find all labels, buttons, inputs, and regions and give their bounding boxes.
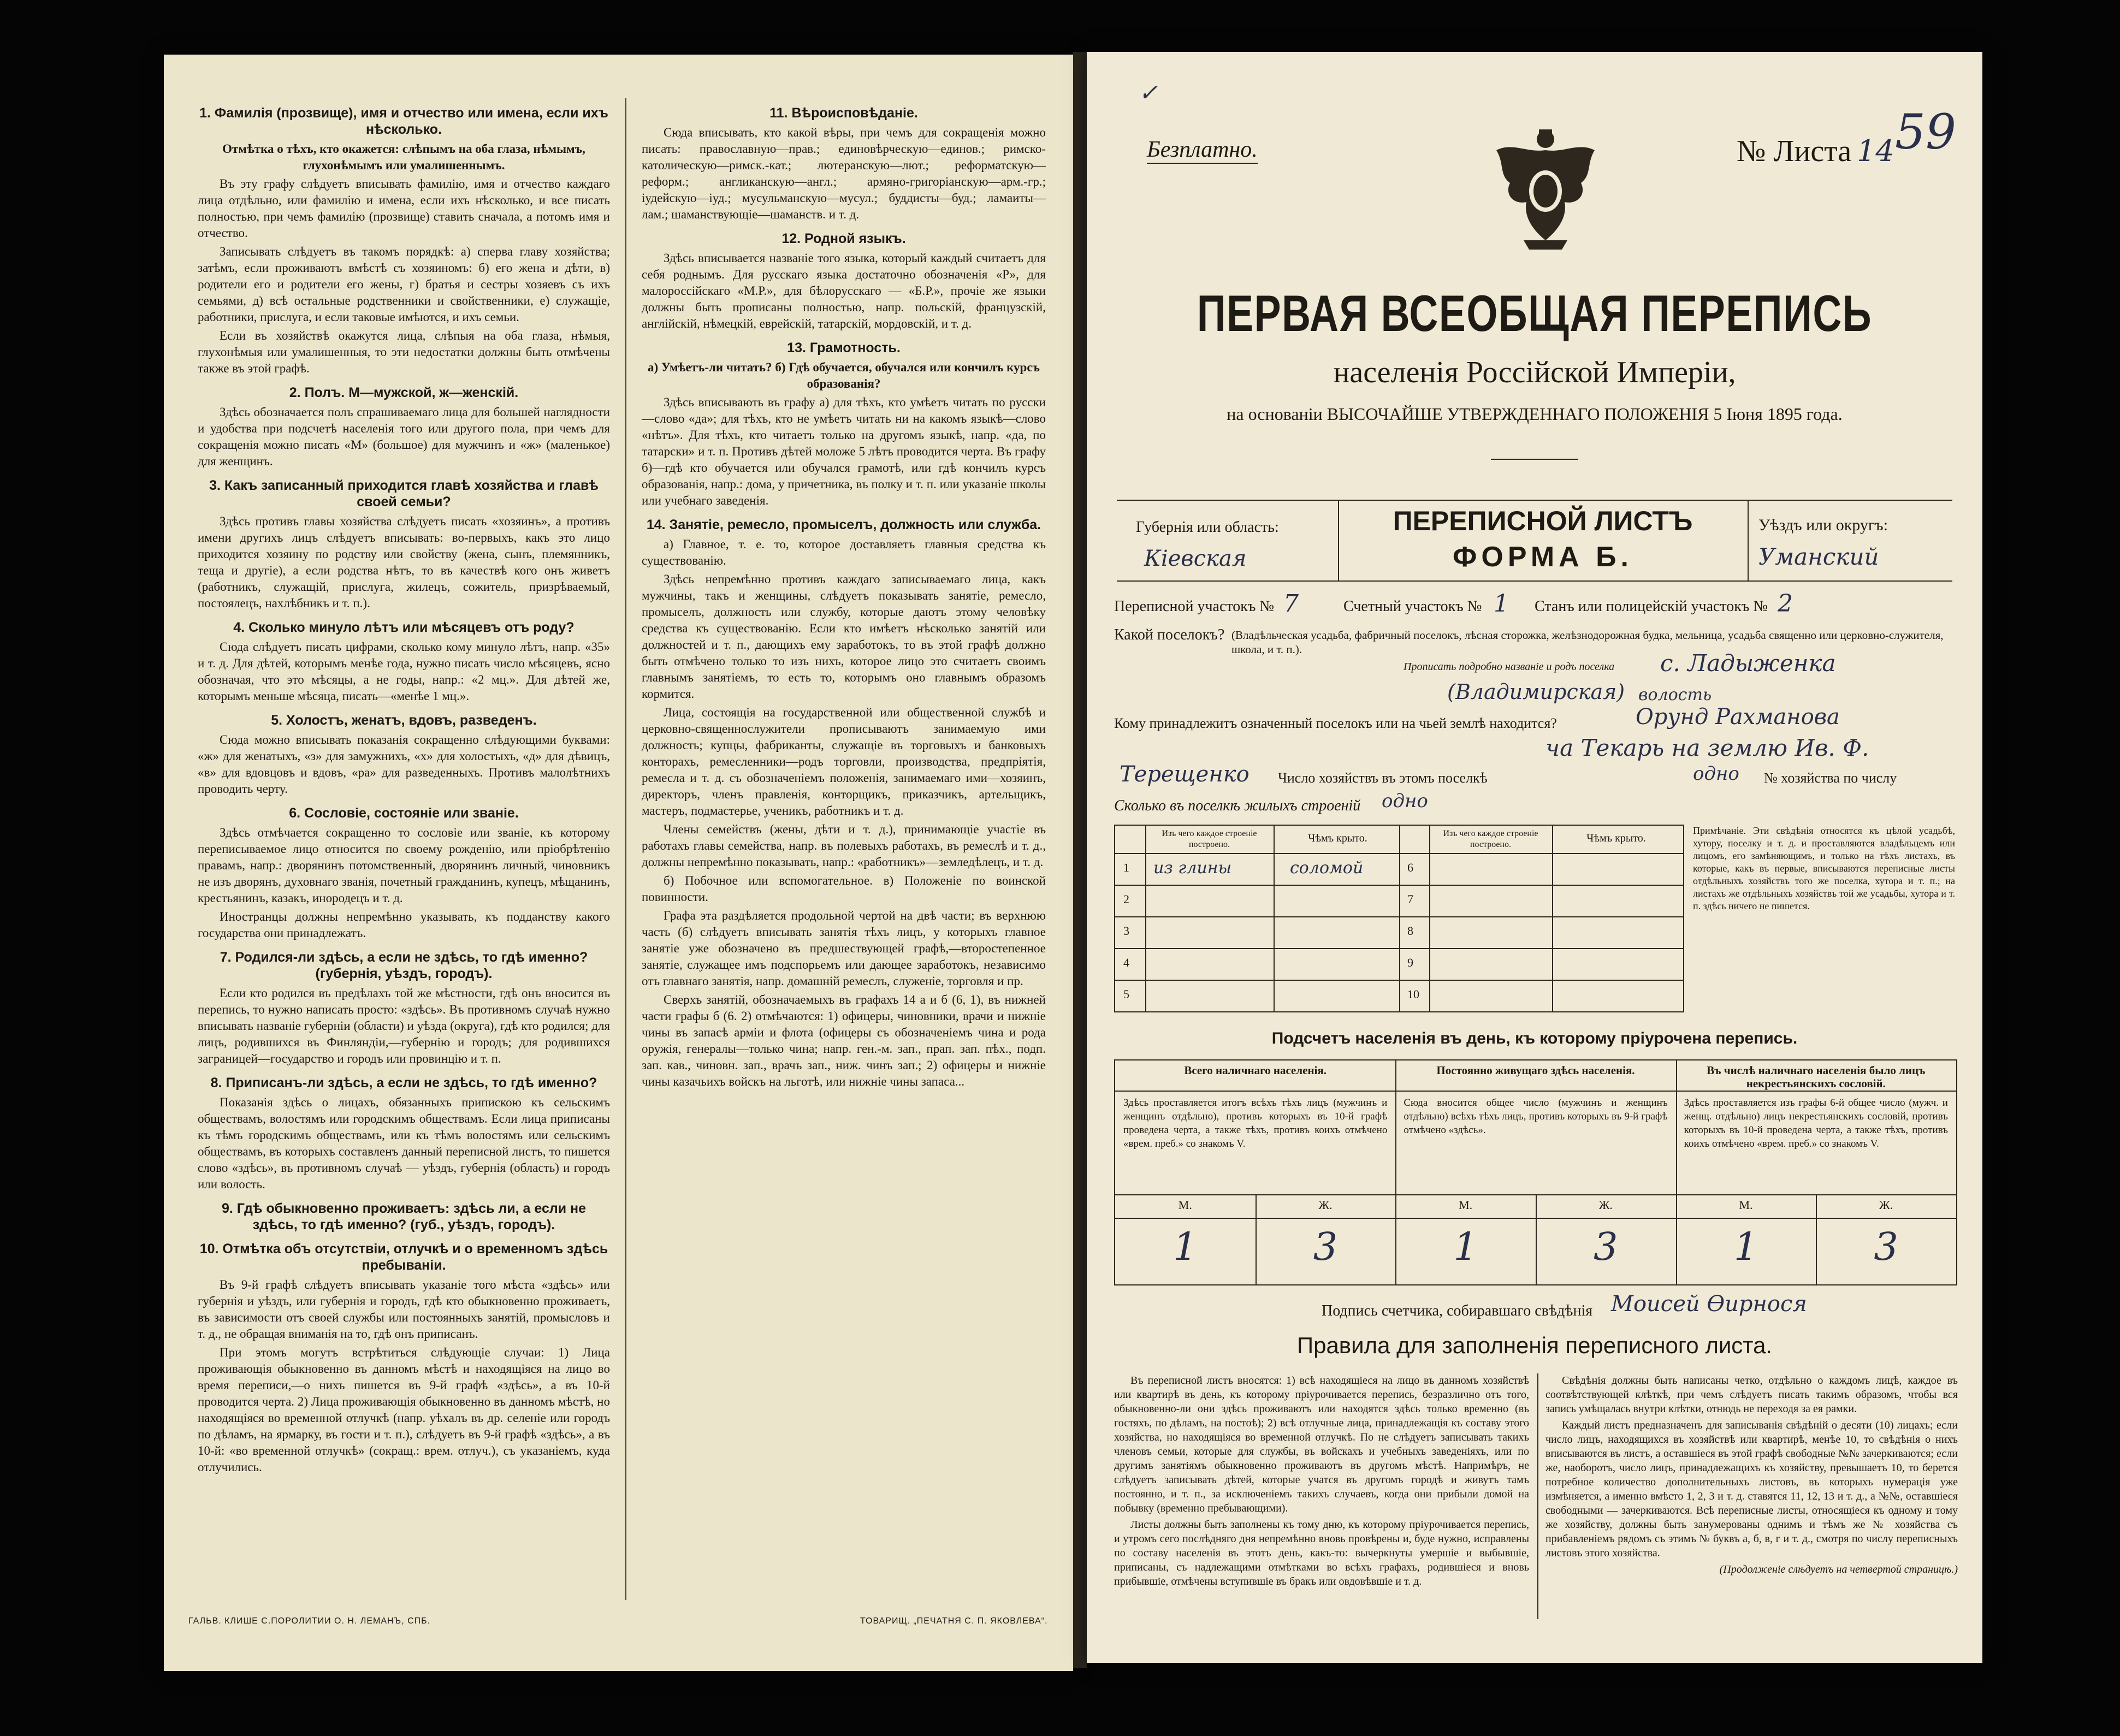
table-row-number: 6 xyxy=(1407,861,1413,874)
table-row-number: 1 xyxy=(1123,861,1129,874)
section-paragraph: Лица, состоящія на государственной или общественной службѣ и церковно-священнослужители прописываютъ занимаемую ими должность; купцы, фабриканты, служащіе въ торговыхъ и банковыхъ конторахъ, ремесленники—родъ торговли, производства, предпріятія, ремесла и т. д. съ обозначеніемъ положенія, занимаемаго ими—хозяинъ, директоръ, членъ правленія, конторщикъ, приказчикъ, артельщикъ, мастеръ, подмастерье, ученикъ, работникъ и т. д. xyxy=(642,706,1046,817)
section-heading: 12. Родной языкъ. xyxy=(781,231,906,246)
schetny-label: Счетный участокъ № xyxy=(1343,598,1482,615)
section-paragraph: Члены семействъ (жены, дѣти и т. д.), принимающіе участіе въ работахъ главы семейства, напр. въ полевыхъ работахъ, въ ремеслѣ и т. д., должны непремѣнно показывать, напр.: «работникъ»—земледѣлецъ, и т. д. xyxy=(642,822,1046,869)
gubernia-label: Губернія или область: xyxy=(1136,519,1279,536)
poselok-value-2: (Владимирская) xyxy=(1447,680,1625,704)
gubernia-value: Кіевская xyxy=(1144,546,1247,571)
count-mf-rule xyxy=(1115,1194,1956,1195)
main-title: ПЕРВАЯ ВСЕОБЩАЯ ПЕРЕПИСЬ xyxy=(1197,285,1873,342)
section-heading: 1. Фамилія (прозвище), имя и отчество или имена, если ихъ нѣсколько. xyxy=(199,105,608,137)
dwellings-value: одно xyxy=(1382,790,1428,812)
left-column-2 xyxy=(642,97,1046,1092)
table-row-number: 10 xyxy=(1407,987,1419,1001)
section-heading: 13. Грамотность. xyxy=(787,340,901,356)
section-paragraph: Здѣсь обозначается полъ спрашиваемаго лица для большей наглядности и удобства при подсчетѣ населенія того или другого пола, при чемъ для сокращенія можно писать «М» (большое) для мужчинъ и «ж» (маленькое) для женщинъ. xyxy=(198,405,610,468)
row1-built-value: из глины xyxy=(1153,858,1231,878)
male-label: М. xyxy=(1178,1198,1192,1212)
stan-value: 2 xyxy=(1778,590,1793,618)
section-paragraph: Здѣсь непремѣнно противъ каждаго записываемаго лица, какъ мужчины, такъ и женщины, слѣдуетъ показывать занятіе, ремесло, промыселъ, должность или службу, которые даютъ этому человѣку средства къ существованію. Если кто имѣетъ нѣсколько занятій или должностей и т. п., дающихъ ему заработокъ, то въ этой графѣ должно быть отмѣчено только то изъ нихъ, которое лицо это считаетъ своимъ главнымъ занятіемъ, то есть то, которымъ оно главнымъ образомъ кормится. xyxy=(642,572,1046,701)
male-count: 1 xyxy=(1733,1224,1758,1269)
schetny-value: 1 xyxy=(1494,590,1509,618)
section-paragraph: Сюда можно вписывать показанія сокращенно слѣдующими буквами: «ж» для женатыхъ, «з» для замужнихъ, «х» для холостыхъ, «д» для дѣвицъ, «в» для вдовцовъ и вдовъ, «ра» для разведенныхъ. Противъ малолѣтнихъ проводить черту. xyxy=(198,733,610,796)
imperial-eagle-emblem-icon xyxy=(1480,123,1611,254)
female-label: Ж. xyxy=(1879,1198,1893,1212)
count-col-header: Въ числѣ наличнаго населенія было лицъ некрестьянскихъ сословій. xyxy=(1707,1064,1926,1090)
male-label: М. xyxy=(1739,1198,1753,1212)
section-paragraph: Здѣсь вписывается названіе того языка, который каждый считаетъ для себя роднымъ. Для русскаго языка достаточно обозначенія «Р», для малороссійскаго «М.Р.», для бѣлорусскаго — «Б.Р.», прочіе же языки должны быть прописаны полностью, напр. польскій, французскій, англійскій, нѣмецкій, еврейскій, татарскій, мордовскій, и т. д. xyxy=(642,251,1046,330)
owner-label: Кому принадлежитъ означенный поселокъ или на чьей землѣ находится? xyxy=(1114,715,1557,731)
left-column-1 xyxy=(198,97,610,1478)
table-row-rule xyxy=(1399,885,1683,886)
poselok-hint: (Владѣльческая усадьба, фабричный поселокъ, лѣсная сторожка, желѣзнодорожная будка, мельница, усадьба священно или церковно-служителя, школа, и т. п.). xyxy=(1231,629,1944,656)
household-number-label: № хозяйства по числу xyxy=(1764,770,1897,786)
population-count-table xyxy=(1114,1059,1957,1285)
table-row-number: 8 xyxy=(1407,924,1413,938)
table-row-rule xyxy=(1399,980,1683,981)
table-row-rule xyxy=(1115,885,1399,886)
header-divider-right xyxy=(1748,500,1749,582)
count-col-description: Здѣсь проставляется итогъ всѣхъ тѣхъ лицъ (мужчинъ и женщинъ отдѣльно), противъ которыхъ въ 10-й графѣ проведена черта, а также тѣхъ, противъ коихъ отмѣчено «врем. преб.» со знакомъ V. xyxy=(1123,1097,1388,1150)
sheet-number-value: 14 xyxy=(1857,134,1894,168)
section-heading: 5. Холостъ, женатъ, вдовъ, разведенъ. xyxy=(271,713,537,728)
section-heading: 2. Полъ. М—мужской, ж—женскій. xyxy=(289,385,519,400)
households-value: одно xyxy=(1693,763,1739,785)
handwritten-page-number: 59 xyxy=(1895,104,1956,160)
col-roof-header: Чѣмъ крыто. xyxy=(1308,832,1367,844)
male-label: М. xyxy=(1459,1198,1473,1212)
sheet-number-label: № Листа xyxy=(1737,134,1852,168)
households-label: Число хозяйствъ въ этомъ поселкѣ xyxy=(1278,770,1488,786)
continued-note: (Продолженіе слѣдуетъ на четвертой страницѣ.) xyxy=(1719,1563,1958,1575)
table-row-rule xyxy=(1115,948,1399,949)
table-row-number: 7 xyxy=(1407,892,1413,906)
header-bottom-rule xyxy=(1117,580,1952,582)
female-count: 3 xyxy=(1874,1224,1898,1269)
count-col-description: Здѣсь проставляется изъ графы 6-й общее число (мужч. и женщ. отдѣльно) лицъ некрестьянскихъ сословій, противъ которыхъ въ 10-й проведена черта, а также тѣхъ, противъ коихъ отмѣчено «врем. преб.» со знакомъ V. xyxy=(1684,1097,1948,1150)
table-row-number: 3 xyxy=(1123,924,1129,938)
count-col-header: Всего наличнаго населенія. xyxy=(1184,1064,1327,1077)
poselok-label: Какой поселокъ? xyxy=(1114,626,1225,643)
rules-column-1 xyxy=(1114,1373,1529,1589)
section-paragraph: Здѣсь отмѣчается сокращенно то сословіе или званіе, къ которому переписываемое лицо относится по своему рожденію, или пріобрѣтенію правамъ, напр.: дворянинъ потомственный, дворянинъ личный, чиновникъ не изъ дворянъ, духовнаго званія, почетный гражданинъ, купецъ, мѣщанинъ, крестьянинъ, казакъ, инородецъ и т. д. xyxy=(198,826,610,905)
section-paragraph: Въ эту графу слѣдуетъ вписывать фамилію, имя и отчество каждаго лица отдѣльно, или фамилію и имена, если ихъ нѣсколько, и все писать полностью, при чемъ фамилію (прозвище) ставить сначала, а потомъ имя и отчество. xyxy=(198,177,610,240)
poselok-hint-2: Прописать подробно названіе и родъ поселка xyxy=(1404,661,1615,673)
poselok-value: с. Ладыженка xyxy=(1660,650,1836,677)
section-paragraph: Иностранцы должны непремѣнно указывать, къ подданству какого государства они принадлежатъ. xyxy=(198,910,610,940)
section-subheading: Отмѣтка о тѣхъ, кто окажется: слѣпымъ на оба глаза, нѣмымъ, глухонѣмымъ или умалишеннымъ. xyxy=(222,142,585,172)
section-paragraph: Графа эта раздѣляется продольной чертой на двѣ части; въ верхнюю часть (б) слѣдуетъ вписывать занятія тѣхъ лицъ, у которыхъ главное занятіе уже обозначено въ предшествующей графѣ,—второстепенное занятіе, служащее имъ подспорьемъ или дающее заработокъ, независимо отъ главнаго занятія, напр. домашній ремеслъ, служеніе, торговля и пр. xyxy=(642,909,1046,988)
section-paragraph: Здѣсь вписывають въ графу а) для тѣхъ, кто умѣетъ читать по русски—слово «да»; для тѣхъ, кто не умѣетъ читать ни на какомъ языкѣ—слово «нѣтъ». Для тѣхъ, кто читаетъ только на другомъ языкѣ, напр. «да, по татарски» и т. п. Противъ дѣтей моложе 5 лѣтъ проводится черта. Въ графу б)—гдѣ кто обучается или обучался грамотѣ, или гдѣ кончилъ курсъ образованія, напр.: дома, у причетника, въ полку и т. п. или указаніе школы или учебнаго заведенія. xyxy=(642,395,1046,507)
free-label: Безплатно. xyxy=(1147,137,1258,164)
section-heading: 6. Сословіе, состояніе или званіе. xyxy=(289,805,519,821)
section-paragraph: При этомъ могутъ встрѣтиться слѣдующіе случаи: 1) Лица проживающія обыкновенно въ данномъ мѣстѣ и находящіяся на лицо во время переписи,—о нихъ пишется въ 9-й графѣ «здѣсь», а въ 10-й проводится черта. 2) Лица проживающія обыкновенно въ данномъ мѣстѣ, но находящіяся во временной отлучкѣ (напр. уѣхалъ въ др. селеніе или городъ по дѣламъ, на ярмарку, въ гости и т. п.), слѣдуетъ въ 9-й графѣ «здѣсь», а въ 10-й: «во временной отлучкѣ» (сокращ.: врем. отлуч.), съ указаніемъ, куда отлучились. xyxy=(198,1346,610,1474)
section-paragraph: Если въ хозяйствѣ окажутся лица, слѣпыя на оба глаза, нѣмыя, глухонѣмыя или умалишенныя, то эти недостатки должны быть отмѣчены также въ этой графѣ. xyxy=(198,329,610,375)
owner-value-3: Терещенко xyxy=(1120,762,1250,787)
section-paragraph: Сюда вписывать, кто какой вѣры, при чемъ для сокращенія можно писать: православную—прав.; единовѣрческую—единов.; римско-католическую—римск.-кат.; лютеранскую—лют.; реформатскую—реформ.; англиканскую—англ.; армяно-григоріанскую—арм.-гр.; іудейскую—іуд.; мусульманскую—мусул.; буддисты—буд.; ламаиты—лам.; шаманствующіе—шаманств. и т. д. xyxy=(642,126,1046,221)
signature-label: Подпись счетчика, собиравшаго свѣдѣнія xyxy=(1322,1302,1593,1319)
rules-paragraph-3: Свѣдѣнія должны быть написаны четко, отдѣльно о каждомъ лицѣ, каждое въ соотвѣтствующей клѣткѣ, при чемъ слѣдуетъ писать такимъ образомъ, чтобы вся запись умѣщалась внутри клѣтки, отнюдь не переходя за ея рамки. xyxy=(1545,1374,1958,1415)
col-roof-header-2: Чѣмъ крыто. xyxy=(1586,832,1646,844)
table-row-rule xyxy=(1399,948,1683,949)
dwellings-label: Сколько въ поселкѣ жилыхъ строеній xyxy=(1114,797,1361,814)
female-count: 3 xyxy=(1594,1224,1618,1269)
section-heading: 8. Приписанъ-ли здѣсь, а если не здѣсь, то гдѣ именно? xyxy=(210,1075,597,1091)
section-heading: 7. Родился-ли здѣсь, а если не здѣсь, то гдѣ именно? (губернія, уѣздъ, городъ). xyxy=(220,950,588,981)
row1-roof-value: соломой xyxy=(1290,858,1364,878)
rules-paragraph-2: Листы должны быть заполнены къ тому дню, къ которому пріурочивается перепись, и утромъ сего послѣдняго дня непремѣнно вновь провѣрены и, буде нужно, исправлены по составу населенія въ этотъ день, какъ-то: вычеркнуты умершіе и выбывшіе, приписаны, съ надлежащими отмѣтками во всѣхъ графахъ, родившіеся и вновь прибывшіе, отмѣчены вступившіе въ бракъ или овдовѣвшіе и т. д. xyxy=(1114,1519,1529,1587)
col-built-header: Изъ чего каждое строеніе построено. xyxy=(1162,829,1257,849)
rules-title: Правила для заполненія переписного листа. xyxy=(1296,1332,1773,1358)
uezd-value: Уманский xyxy=(1758,543,1879,570)
poselok-value-3: волость xyxy=(1638,685,1712,704)
signature-value: Моисей Ѳирнося xyxy=(1611,1291,1807,1317)
section-paragraph: Сверхъ занятій, обозначаемыхъ въ графахъ 14 а и б (6, 1), въ нижней части графы б (6. 2) отмѣчаются: 1) офицеры, чиновники, врачи и нижніе чины въ запасѣ арміи и флота (офицеры съ обозначеніемъ чина и рода оружія, генералы—только чина; напр. ген.-м. зап., прап. зап. пѣх., подп. зап. кав., чиновн. зап., врачъ зап., ниж. чинъ зап.; 2) офицеры и нижніе чины казачьихъ войскъ на льготѣ, или нижніе чины запаса... xyxy=(642,993,1046,1088)
buildings-table xyxy=(1114,825,1684,1012)
table-row-number: 4 xyxy=(1123,956,1129,969)
count-values-rule xyxy=(1115,1218,1956,1219)
left-page xyxy=(164,55,1073,1671)
count-col-description: Сюда вносится общее число (мужчинъ и женщинъ отдѣльно) всѣхъ тѣхъ лицъ, противъ которыхъ въ 9-й графѣ отмѣчено «здѣсь». xyxy=(1404,1097,1668,1136)
section-heading: 14. Занятіе, ремесло, промыселъ, должность или служба. xyxy=(646,517,1041,532)
female-label: Ж. xyxy=(1598,1198,1613,1212)
section-paragraph: Здѣсь противъ главы хозяйства слѣдуетъ писать «хозяинъ», а противъ имени другихъ лицъ слѣдуетъ вписывать: во-первыхъ, какъ это лицо приходится хозяину по родству или свойству (жена, сынъ, племянникъ, теща и другіе), а если родства нѣтъ, то въ качествѣ кого онъ живетъ (работникъ, служащій, прислуга, жилецъ, сожитель, призрѣваемый, постоялецъ, нахлѣбникъ и т. п.). xyxy=(198,514,610,610)
section-paragraph: б) Побочное или вспомогательное. в) Положеніе по воинской повинности. xyxy=(642,874,1046,904)
legal-basis: на основаніи ВЫСОЧАЙШЕ УТВЕРЖДЕННАГО ПОЛОЖЕНІЯ 5 Іюня 1895 года. xyxy=(1227,404,1843,424)
section-heading: 3. Какъ записанный приходится главѣ хозяйства и главѣ своей семьи? xyxy=(209,478,599,509)
section-paragraph: Показанія здѣсь о лицахъ, обязанныхъ припискою къ сельскимъ обществамъ, волостямъ или городскимъ обществамъ. Если лица приписаны къ тѣмъ городскимъ обществамъ, или къ тѣмъ волостямъ или сельскимъ обществамъ, въ которыхъ составленъ данный переписной листъ, то пишется слово «здѣсь», въ противномъ случаѣ — уѣздъ, губернія (область) и городъ или волость. xyxy=(198,1095,610,1191)
section-paragraph: Въ 9-й графѣ слѣдуетъ вписывать указаніе того мѣста «здѣсь» или губернія и уѣздъ, или губернія и городъ, гдѣ кто обыкновенно проживаетъ, въ зависимости отъ своей службы или постоянныхъ занятій, промысловъ и т. д., не обращая вниманія на то, гдѣ онъ приписанъ. xyxy=(198,1278,610,1341)
section-heading: 11. Вѣроисповѣданіе. xyxy=(769,105,918,121)
uezd-label: Уѣздъ или округъ: xyxy=(1758,516,1888,534)
count-title: Подсчетъ населенія въ день, къ которому пріурочена перепись. xyxy=(1271,1029,1798,1047)
book-gutter xyxy=(1073,52,1087,1668)
header-top-rule xyxy=(1117,500,1952,501)
male-count: 1 xyxy=(1453,1224,1478,1269)
rules-column-2 xyxy=(1545,1373,1958,1577)
check-mark: ✓ xyxy=(1139,79,1158,106)
section-heading: 10. Отмѣтка объ отсутствіи, отлучкѣ и о временномъ здѣсь пребываніи. xyxy=(199,1241,608,1273)
form-title: ПЕРЕПИСНОЙ ЛИСТЪ xyxy=(1393,506,1693,536)
section-heading: 9. Гдѣ обыкновенно проживаетъ: здѣсь ли, а если не здѣсь, то гдѣ именно? (губ., уѣздъ, городъ). xyxy=(221,1201,587,1233)
subtitle: населенія Россійской Имперіи, xyxy=(1333,356,1736,389)
section-heading: 4. Сколько минуло лѣтъ или мѣсяцевъ отъ роду? xyxy=(233,620,575,635)
female-label: Ж. xyxy=(1318,1198,1333,1212)
table-row-number: 9 xyxy=(1407,956,1413,969)
column-divider xyxy=(625,98,626,1600)
table-row-rule xyxy=(1115,916,1399,917)
section-paragraph: Сюда слѣдуетъ писать цифрами, сколько кому минуло лѣтъ, напр. «35» и т. д. Для дѣтей, которымъ менѣе года, нужно писать число мѣсяцевъ, ясно обозначая, что это мѣсяцы, а не годы, напр.: «2 мц.». Для дѣтей же, которымъ меньше мѣсяца, писать—«менѣе 1 мц.». xyxy=(198,640,610,703)
table-row-rule xyxy=(1115,980,1399,981)
buildings-note: Примѣчаніе. Эти свѣдѣнія относятся къ цѣлой усадьбѣ, хутору, поселку и т. д. и проставляются владѣльцемъ или лицомъ, его замѣняющимъ, и только на тѣхъ листахъ, въ которые, какъ въ первые, вписываются переписные листы отдѣльныхъ хозяйствъ того же поселка, хутора и т. п.; на листахъ же отдѣльныхъ хозяйствъ той же усадьбы, хутора и т. п. здѣсь ничего не пишется. xyxy=(1693,825,1955,911)
printer-credit-right: ТОВАРИЩ. „ПЕЧАТНЯ С. П. ЯКОВЛЕВА“. xyxy=(860,1616,1048,1626)
right-page xyxy=(1087,52,1982,1663)
section-paragraph: Записывать слѣдуетъ въ такомъ порядкѣ: а) сперва главу хозяйства; затѣмъ, если проживаютъ вмѣстѣ съ хозяиномъ: б) его жена и дѣти, в) родители его и родители его жены, г) братья и сестры хозяевъ съ ихъ семьями, д) всѣ остальные родственники и свойственники, е) служащіе, работники, прислуга, и если таковые имѣются, и ихъ семьи. xyxy=(198,245,610,324)
owner-value-2: ча Текарь на землю Ив. Ф. xyxy=(1545,734,1869,761)
female-count: 3 xyxy=(1313,1224,1338,1269)
rules-divider xyxy=(1537,1373,1538,1619)
count-col-header: Постоянно живущаго здѣсь населенія. xyxy=(1436,1064,1635,1077)
form-name: ФОРМА Б. xyxy=(1453,541,1633,573)
table-row-number: 2 xyxy=(1123,892,1129,906)
table-row-rule xyxy=(1399,916,1683,917)
title-rule xyxy=(1491,459,1578,460)
uchastok-label: Переписной участокъ № xyxy=(1114,598,1275,615)
section-subheading: а) Умѣетъ-ли читать? б) Гдѣ обучается, обучался или кончилъ курсъ образованія? xyxy=(648,360,1040,390)
owner-value: Орунд Рахманова xyxy=(1636,704,1840,730)
rules-paragraph-4: Каждый листъ предназначенъ для записыванія свѣдѣній о десяти (10) лицахъ; если число лицъ, находящихся въ хозяйствѣ или квартирѣ, менѣе 10, то свѣдѣнія о нихъ вписываются въ листъ, а оставшіеся въ этой графѣ свободные №№ зачеркиваются; если же, наоборотъ, число лицъ, принадлежащихъ къ хозяйству, превышаетъ 10, то берется потребное количество дополнительныхъ листовъ, въ которыхъ нумерація уже измѣняется, а именно вмѣсто 1, 2, 3 и т. д. ставятся 11, 12, 13 и т. д., а №№, оставшіеся свободными — зачеркиваются. Всѣ переписные листы, относящіеся къ одному и тому же хозяйству, должны быть занумерованы однимъ и тѣмъ же № хозяйства съ прибавленіемъ рядомъ съ этимъ № буквъ а, б, в, г и т. д., смотря по числу переписныхъ листовъ этого хозяйства. xyxy=(1545,1419,1958,1559)
rules-paragraph-1: Въ переписной листъ вносятся: 1) всѣ находящіеся на лицо въ данномъ хозяйствѣ или квартирѣ въ день, къ которому пріурочивается перепись, безразлично отъ того, обыкновенно-ли они здѣсь проживаютъ или находятся здѣсь только временно (въ гостяхъ, по дѣламъ, на постоѣ); 2) всѣ отлучные лица, принадлежащія къ составу этого хозяйства, но находящіяся во временной отлучкѣ. По не слѣдуетъ записывать такихъ членовъ семьи, которые для службы, въ войскахъ и учебныхъ заведеніяхъ, или по другимъ занятіямъ обыкновенно проживаютъ въ другомъ мѣстѣ. Напримѣръ, не слѣдуетъ записывать дѣтей, которые учатся въ другомъ городѣ и живутъ тамъ постоянно, и т. п., за исключеніемъ такихъ случаевъ, когда они прибыли домой на побывку (временно пребывающими). xyxy=(1114,1374,1529,1514)
col-built-header-2: Изъ чего каждое строеніе построено. xyxy=(1443,829,1538,849)
table-header-rule xyxy=(1115,853,1683,854)
table-row-number: 5 xyxy=(1123,987,1129,1001)
uchastok-value: 7 xyxy=(1283,590,1299,618)
stan-label: Станъ или полицейскій участокъ № xyxy=(1535,598,1768,615)
male-count: 1 xyxy=(1173,1224,1198,1269)
section-paragraph: а) Главное, т. е. то, которое доставляетъ главныя средства къ существованію. xyxy=(642,537,1046,567)
printer-credit-left: ГАЛЬВ. КЛИШЕ С.ПОРОЛИТИИ О. Н. ЛЕМАНЪ, СПБ. xyxy=(188,1616,431,1626)
count-header-rule xyxy=(1115,1091,1956,1092)
section-paragraph: Если кто родился въ предѣлахъ той же мѣстности, гдѣ онъ вносится въ перепись, то нужно написать просто: «здѣсь». Въ противномъ случаѣ нужно вписывать названіе губерніи (области) и уѣзда (округа), гдѣ кто родился; для лицъ, родившихся въ Финляндіи,—губернію и городъ; для родившихся заграницей—государство и городъ или провинцію и т. п. xyxy=(198,986,610,1065)
